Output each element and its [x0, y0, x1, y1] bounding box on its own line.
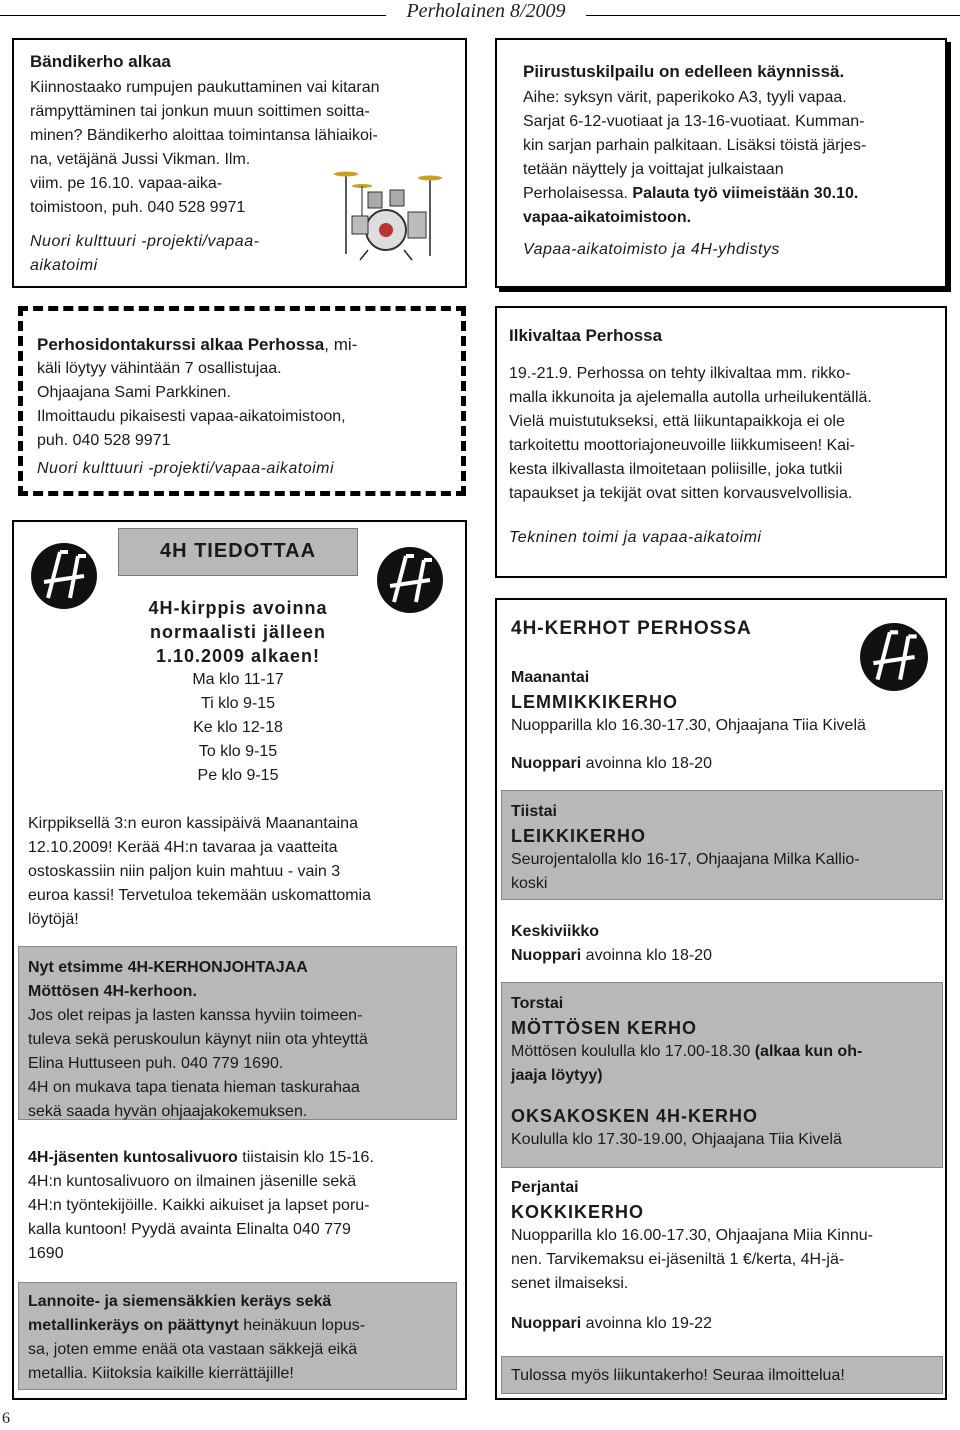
bookbinding-line-2: Ohjaajana Sami Parkkinen. — [37, 384, 231, 401]
gym-line-3: kalla kuntoon! Pyydä avainta Elinalta 040 779 — [28, 1221, 351, 1238]
thursday-club: MÖTTÖSEN KERHO — [511, 1018, 698, 1038]
drum-kit-icon — [332, 164, 444, 264]
hours-tue: Ti klo 9-15 — [200, 695, 276, 712]
thursday-info-2: jaaja löytyy) — [511, 1067, 603, 1084]
collect-line-1: Lannoite- ja siemensäkkien keräys sekä — [28, 1293, 332, 1310]
band-line-6: toimistoon, puh. 040 528 9971 — [30, 199, 246, 216]
header-rule-left — [0, 15, 386, 16]
gym-title: 4H-jäsenten kuntosalivuoro tiistaisin klo 15-16. — [28, 1149, 374, 1166]
oksakoski-info: Koululla klo 17.30-19.00, Ohjaajana Tiia Kivelä — [511, 1131, 842, 1148]
kirppis-title-2: normaalisti jälleen — [149, 622, 327, 642]
4h-news-box — [12, 520, 467, 1400]
gym-line-1: 4H:n kuntosalivuoro on ilmainen jäsenille sekä — [28, 1173, 357, 1190]
kassi-line-2: 12.10.2009! Kerää 4H:n tavaraa ja vaatteita — [28, 839, 338, 856]
gym-line-2: 4H:n työntekijöille. Kaikki aikuiset ja lapset poru- — [28, 1197, 370, 1214]
bookbinding-line-3: Ilmoittaudu pikaisesti vapaa-aikatoimistoon, — [37, 408, 346, 425]
4h-clubs-box — [495, 598, 947, 1400]
hours-fri: Pe klo 9-15 — [197, 767, 279, 784]
ilkivalta-line-1: 19.-21.9. Perhossa on tehty ilkivaltaa mm. rikko- — [509, 365, 851, 382]
drawing-line-6: vapaa-aikatoimistoon. — [523, 209, 692, 226]
kassi-line-5: löytöjä! — [28, 911, 79, 928]
publication-title: Perholainen 8/2009 — [406, 0, 566, 22]
friday-club: KOKKIKERHO — [511, 1202, 645, 1222]
friday-day: Perjantai — [511, 1179, 579, 1196]
leader-line-4: 4H on mukava tapa tienata hieman taskurahaa — [28, 1079, 360, 1096]
4h-logo-icon — [859, 622, 929, 692]
kassi-line-3: ostoskassiin niin paljon kuin mahtuu - vain 3 — [28, 863, 341, 880]
ilkivalta-line-6: tapaukset ja tekijät ovat sitten korvausvelvollisia. — [509, 485, 853, 502]
ilkivalta-line-4: tarkoitettu moottoriajoneuvoille liikkumiseen! Kai- — [509, 437, 855, 454]
leader-title-2: Möttösen 4H-kerhoon. — [28, 983, 197, 1000]
4h-news-heading: 4H TIEDOTTAA — [159, 540, 317, 562]
vandalism-box — [495, 306, 947, 578]
band-line-1: Kiinnostaako rumpujen paukuttaminen vai kitaran — [30, 79, 380, 96]
leader-title-1: Nyt etsimme 4H-KERHONJOHTAJAA — [28, 959, 308, 976]
gym-line-4: 1690 — [28, 1245, 64, 1262]
monday-info: Nuopparilla klo 16.30-17.30, Ohjaajana Tiia Kivelä — [511, 717, 866, 734]
thursday-info-1: Möttösen koululla klo 17.00-18.30 (alkaa kun oh- — [511, 1043, 863, 1060]
oksakoski-club: OKSAKOSKEN 4H-KERHO — [511, 1106, 759, 1126]
ilkivalta-sign: Tekninen toimi ja vapaa-aikatoimi — [509, 529, 762, 546]
collect-line-4: metallia. Kiitoksia kaikille kierrättäjille! — [28, 1365, 294, 1382]
drawing-line-2: Sarjat 6-12-vuotiaat ja 13-16-vuotiaat. Kumman- — [523, 113, 865, 130]
monday-club: LEMMIKKIKERHO — [511, 692, 678, 712]
drawing-title: Piirustuskilpailu on edelleen käynnissä. — [523, 62, 845, 81]
tuesday-day: Tiistai — [511, 803, 557, 820]
monday-open: Nuoppari avoinna klo 18-20 — [511, 755, 712, 772]
ilkivalta-line-3: Vielä muistutukseksi, että liikuntapaikkoja ei ole — [509, 413, 845, 430]
band-title: Bändikerho alkaa — [30, 52, 171, 71]
wednesday-day: Keskiviikko — [511, 923, 600, 940]
drawing-sign: Vapaa-aikatoimisto ja 4H-yhdistys — [523, 241, 780, 258]
band-line-3: minen? Bändikerho aloittaa toimintansa lähiaikoi- — [30, 127, 378, 144]
drawing-competition-box — [495, 38, 947, 288]
band-line-4: na, vetäjänä Jussi Vikman. Ilm. — [30, 151, 251, 168]
band-line-5: viim. pe 16.10. vapaa-aika- — [30, 175, 223, 192]
wednesday-open: Nuoppari avoinna klo 18-20 — [511, 947, 712, 964]
header-rule-right — [586, 15, 960, 16]
bookbinding-title: Perhosidontakurssi alkaa Perhossa, mi- — [37, 335, 358, 354]
leader-line-2: tuleva sekä peruskoulun käynyt niin ota yhteyttä — [28, 1031, 368, 1048]
friday-info-2: nen. Tarvikemaksu ei-jäseniltä 1 €/kerta, 4H-jä- — [511, 1251, 845, 1268]
collect-line-3: sa, joten emme enää ota vastaan säkkejä eikä — [28, 1341, 358, 1358]
kirppis-title-1: 4H-kirppis avoinna — [148, 598, 328, 618]
hours-mon: Ma klo 11-17 — [192, 671, 284, 688]
thursday-day: Torstai — [511, 995, 564, 1012]
fly-tying-course-box — [18, 306, 466, 496]
leader-line-1: Jos olet reipas ja lasten kanssa hyviin toimeen- — [28, 1007, 363, 1024]
kassi-line-1: Kirppiksellä 3:n euron kassipäivä Maanantaina — [28, 815, 358, 832]
page-number: 6 — [2, 1410, 10, 1427]
drawing-line-1: Aihe: syksyn värit, paperikoko A3, tyyli vapaa. — [523, 89, 847, 106]
band-club-box — [12, 38, 467, 288]
ilkivalta-title: Ilkivaltaa Perhossa — [509, 326, 663, 345]
leader-line-5: sekä saada hyvän ohjaajakokemuksen. — [28, 1103, 308, 1120]
friday-info-1: Nuopparilla klo 16.00-17.30, Ohjaajana Miia Kinnu- — [511, 1227, 873, 1244]
kassi-line-4: euroa kassi! Tervetuloa tekemään uskomattomia — [28, 887, 371, 904]
drawing-line-5: Perholaisessa. Palauta työ viimeistään 30.10. — [523, 185, 859, 202]
bookbinding-line-4: puh. 040 528 9971 — [37, 432, 171, 449]
monday-day: Maanantai — [511, 669, 590, 686]
4h-logo-icon — [376, 546, 444, 614]
4h-logo-icon — [30, 542, 98, 610]
collect-line-2: metallinkeräys on päättynyt heinäkuun lopus- — [28, 1317, 366, 1334]
band-sign-1: Nuori kulttuuri -projekti/vapaa- — [30, 233, 260, 250]
band-sign-2: aikatoimi — [30, 257, 98, 274]
leader-line-3: Elina Huttuseen puh. 040 779 1690. — [28, 1055, 284, 1072]
ilkivalta-line-5: kesta ilkivallasta ilmoitetaan poliisille, joka tutkii — [509, 461, 843, 478]
friday-info-3: senet ilmaiseksi. — [511, 1275, 629, 1292]
drawing-line-4: tetään näyttely ja voittajat julkaistaan — [523, 161, 784, 178]
band-line-2: rämpyttäminen tai jonkun muun soittimen soitta- — [30, 103, 370, 120]
friday-open: Nuoppari avoinna klo 19-22 — [511, 1315, 712, 1332]
bookbinding-sign: Nuori kulttuuri -projekti/vapaa-aikatoimi — [37, 460, 335, 477]
hours-thu: To klo 9-15 — [198, 743, 278, 760]
ilkivalta-line-2: malla ikkunoita ja ajelemalla autolla urheilukentällä. — [509, 389, 872, 406]
clubs-heading: 4H-KERHOT PERHOSSA — [511, 618, 752, 639]
kirppis-title-3: 1.10.2009 alkaen! — [155, 646, 321, 666]
drawing-line-3: kin sarjan parhain palkitaan. Lisäksi töistä järjes- — [523, 137, 867, 154]
tuesday-info-2: koski — [511, 875, 548, 892]
tuesday-info-1: Seurojentalolla klo 16-17, Ohjaajana Milka Kallio- — [511, 851, 860, 868]
tuesday-club: LEIKKIKERHO — [511, 826, 647, 846]
clubs-footer: Tulossa myös liikuntakerho! Seuraa ilmoittelua! — [511, 1367, 845, 1384]
bookbinding-line-1: käli löytyy vähintään 7 osallistujaa. — [37, 360, 282, 377]
hours-wed: Ke klo 12-18 — [193, 719, 283, 736]
